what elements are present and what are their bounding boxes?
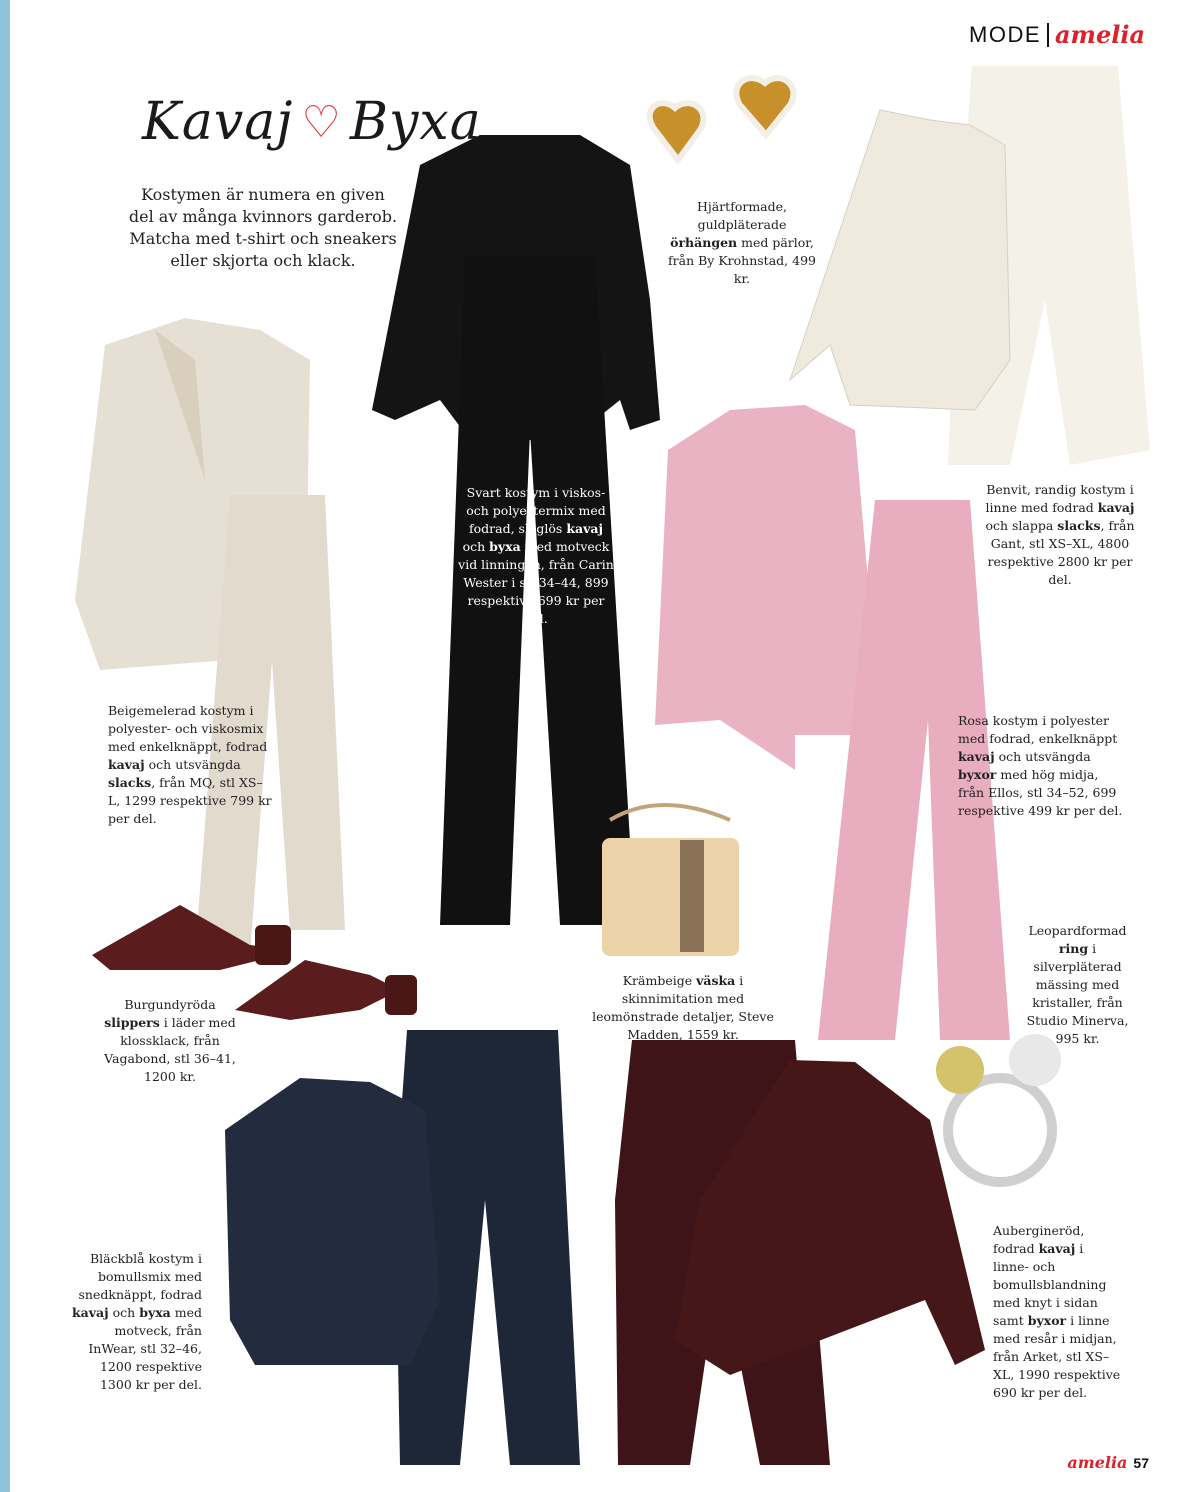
intro-text: Kostymen är numera en given del av många kvinnors garderob. Matcha med t-shirt och sneakers eller skjorta och klack. [128,185,398,270]
caption-beige-suit: Beigemelerad kostym i polyester- och viskosmix med enkelknäppt, fodrad kavaj och utsvängda slacks, från MQ, stl XS–L, 1299 respektive 799 kr per del. [108,703,272,826]
caption-aubergine-suit: Auberginеröd, fodrad kavaj i linne- och bomullsblandning med knyt i sidan samt byxor i linne med resår i midjan, från Arket, stl XS–XL, 1990 respektive 690 kr per del. [993,1223,1121,1400]
heart-icon: ♡ [301,96,342,148]
beige-suit-image [75,318,345,955]
navy-suit-image [225,1030,580,1465]
caption-shoes: Burgundyröda slippers i läder med klossklack, från Vagabond, stl 36–41, 1200 kr. [104,997,236,1084]
title-right: Byxa [349,92,482,152]
earrings-image [650,78,794,160]
caption-black-suit: Svart kostym i viskos- och polyestermix med fodrad, slaglös kavaj och byxa med motveck vid linningen, från Carin Wester i stl 34–44, 899 respektive 699 kr per del. [458,485,614,626]
caption-cream-suit: Benvit, randig kostym i linne med fodrad kavaj och slappa slacks, från Gant, stl XS–XL, 4800 respektive 2800 kr per del. [985,482,1135,587]
caption-bag: Krämbeige väska i skinnimitation med leomönstrade detaljer, Steve Madden, 1559 kr. [592,973,774,1042]
page-title [142,92,482,152]
ring-image [936,1034,1061,1182]
caption-navy-suit: Bläckblå kostym i bomullsmix med snedknäppt, fodrad kavaj och byxa med motveck, från InWear, stl 32–46, 1200 respektive 1300 kr per del. [72,1251,203,1392]
page-number: 57 [1133,1454,1149,1471]
title-left: Kavaj [142,92,294,152]
section-label: MODE [969,21,1041,47]
caption-earrings: Hjärtformade, guldpläterade örhängen med pärlor, från By Krohnstad, 499 kr. [668,199,816,286]
caption-pink-suit: Rosa kostym i polyester med fodrad, enkelknäppt kavaj och utsvängda byxor med hög midja, från Ellos, stl 34–52, 699 respektive 499 kr per del. [958,713,1123,818]
caption-ring: Leopardformad ring i silverpläterad mässing med kristaller, från Studio Minerva, 995 kr. [1026,923,1129,1046]
cream-suit-image [790,66,1150,465]
page-footer [1067,1453,1149,1472]
footer-brand: amelia [1067,1453,1128,1472]
brand-logo: amelia [1055,20,1145,49]
aubergine-suit-image [615,1040,985,1465]
